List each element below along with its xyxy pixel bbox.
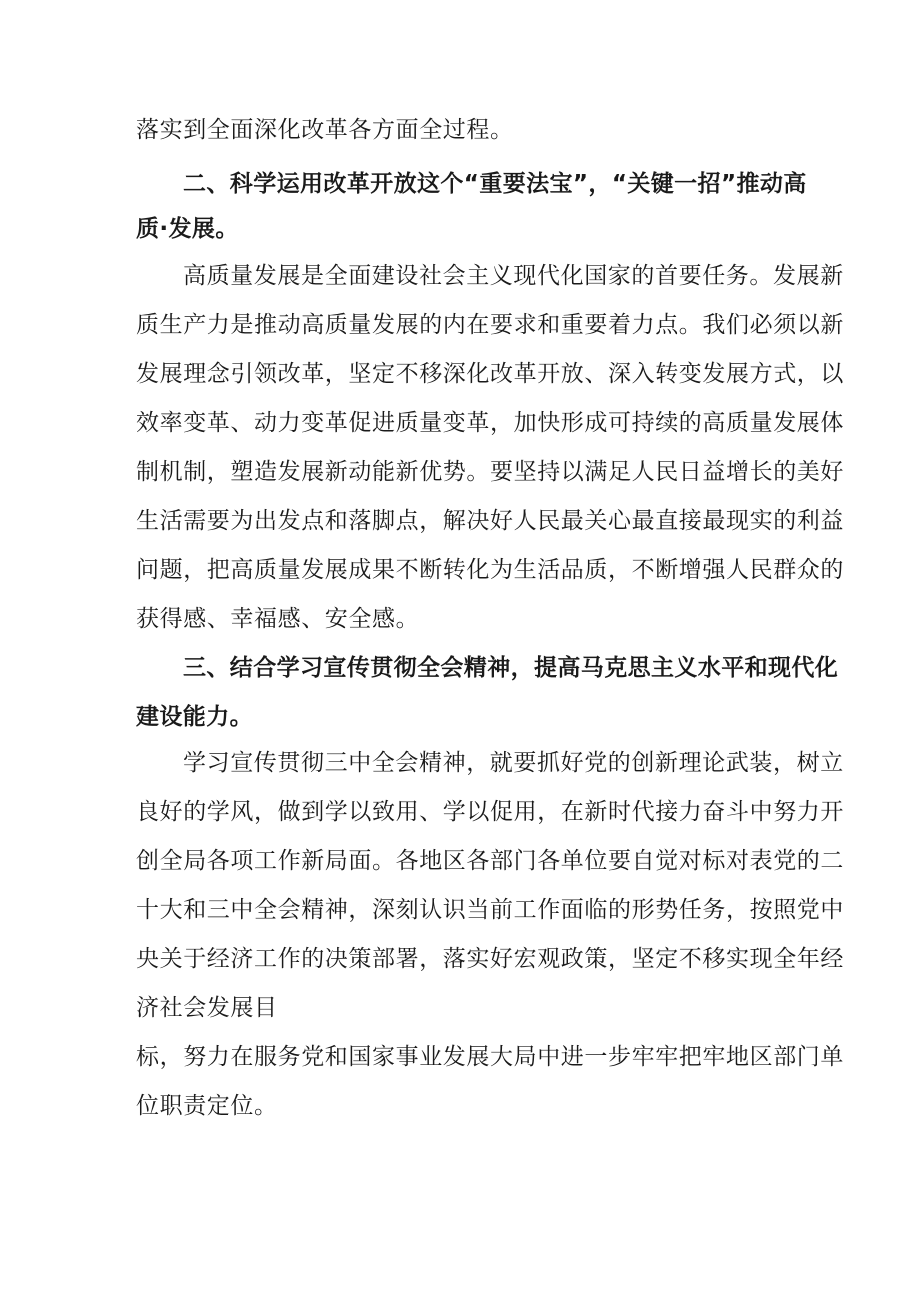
paragraph-line: 质生产力是推动高质量发展的内在要求和重要着力点。我们必须以新 [136, 312, 844, 338]
paragraph-line: 济社会发展目 [136, 995, 278, 1021]
paragraph-line: 效率变革、动力变革促进质量变革，加快形成可持续的高质量发展体 [136, 410, 844, 436]
paragraph-line: 十大和三中全会精神，深刻认识当前工作面临的形势任务，按照党中 [136, 897, 844, 923]
paragraph-line: 创全局各项工作新局面。各地区各部门各单位要自觉对标对表党的二 [136, 848, 844, 874]
paragraph-line: 问题，把高质量发展成果不断转化为生活品质，不断增强人民群众的 [136, 557, 844, 583]
paragraph-line: 标，努力在服务党和国家事业发展大局中进一步牢牢把牢地区部门单 [136, 1044, 844, 1070]
paragraph-line: 位职责定位。 [136, 1093, 278, 1119]
paragraph-line: 学习宣传贯彻三中全会精神，就要抓好党的创新理论武装，树立 [183, 750, 844, 776]
paragraph-line: 高质量发展是全面建设社会主义现代化国家的首要任务。发展新 [183, 263, 844, 289]
paragraph-line: 获得感、幸福感、安全感。 [136, 606, 420, 632]
section-heading-line: 质·发展。 [136, 216, 239, 242]
paragraph-line: 落实到全面深化改革各方面全过程。 [136, 117, 514, 143]
section-heading-line: 二、科学运用改革开放这个“重要法宝”，“关键一招”推动高 [183, 171, 807, 197]
paragraph-line: 发展理念引领改革，坚定不移深化改革开放、深入转变发展方式，以 [136, 361, 844, 387]
paragraph-line: 良好的学风，做到学以致用、学以促用，在新时代接力奋斗中努力开 [136, 799, 844, 825]
paragraph-line: 央关于经济工作的决策部署，落实好宏观政策，坚定不移实现全年经 [136, 946, 844, 972]
paragraph-line: 生活需要为出发点和落脚点，解决好人民最关心最直接最现实的利益 [136, 508, 844, 534]
section-heading-line: 三、结合学习宣传贯彻全会精神，提高马克思主义水平和现代化 [183, 655, 839, 681]
section-heading-line: 建设能力。 [136, 704, 253, 730]
paragraph-line: 制机制，塑造发展新动能新优势。要坚持以满足人民日益增长的美好 [136, 459, 844, 485]
